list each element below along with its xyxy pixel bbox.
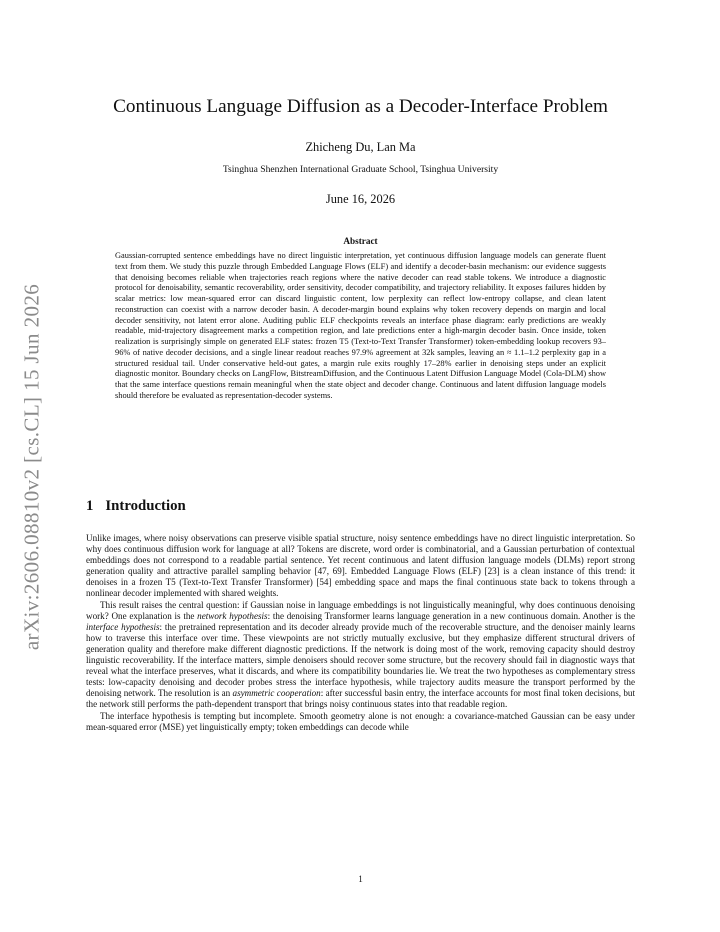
abstract-heading: Abstract (343, 236, 378, 246)
intro-paragraph-1: Unlike images, where noisy observations can preserve visible spatial structure, noisy sentence embeddings have no direct linguistic interpretation. So why does continuous diffusion work for language at all? Tokens are discrete, word order is combinatorial, and a Gaussian perturbation of contextual embeddings does not correspond to a readable partial sentence. Yet recent continuous and latent diffusion language models (DLMs) report strong generation quality and attractive parallel sampling behavior [47, 69]. Embedded Language Flows (ELF) [23] is a clean instance of this trend: it denoises in a frozen T5 (Text-to-Text Transfer Transformer) [54] embedding space and maps the final continuous state back to tokens through a nonlinear decoder implemented with shared weights. (86, 533, 635, 599)
page-number: 1 (358, 874, 363, 884)
intro-paragraph-2 (86, 600, 635, 711)
arxiv-identifier: arXiv:2606.08810v2 [cs.CL] 15 Jun 2026 (19, 283, 44, 651)
introduction-body (86, 533, 635, 733)
paper-title: Continuous Language Diffusion as a Decoder-Interface Problem (113, 96, 608, 117)
arxiv-sidebar (17, 262, 47, 672)
intro-paragraph-3: The interface hypothesis is tempting but incomplete. Smooth geometry alone is not enough: a covariance-matched Gaussian can be easy under mean-squared error (MSE) yet linguistically empty; token embeddings can decode while (86, 710, 635, 732)
paper-date: June 16, 2026 (325, 192, 396, 206)
network-hypothesis-term: network hypothesis (197, 610, 268, 621)
abstract-text: Gaussian-corrupted sentence embeddings have no direct linguistic interpretation, yet continuous diffusion language models can generate fluent text from them. We study this puzzle through Embedded Language Flows (ELF) and identify a decoder-basin mechanism: our evidence suggests that denoising becomes reliable when trajectories reach regions where the native decoder can read stable tokens. We introduce a diagnostic protocol for denoisability, semantic recoverability, order sensitivity, decoder compatibility, and trajectory reliability. It exposes failures hidden by scalar metrics: low mean-squared error can discard linguistic content, low perplexity can reflect low-entropy collapse, and clean latent reconstruction can coexist with a narrow decoder basin. A decoder-margin bound explains why token recovery depends on margin and local decoder sensitivity, not latent error alone. Auditing public ELF checkpoints reveals an interface phase diagram: early predictions are weakly readable, mid-trajectory disagreement marks a competition region, and late predictions enter a high-margin decoder basin. Once inside, token realization is surprisingly simple on generated ELF states: frozen T5 (Text-to-Text Transfer Transformer) token-embedding lookup recovers 93–96% of native decoder decisions, and a single linear readout reaches 97.9% agreement at 32k samples, leaving an ≈ 1.1–1.2 perplexity gap in a structured residual tail. Under conservative held-out gates, a margin rule exits roughly 17–28% earlier in denoising steps under an explicit diagnostic monitor. Boundary checks on LangFlow, BitstreamDiffusion, and the Continuous Latent Diffusion Language Model (Cola-DLM) show that the same interface questions remain meaningful when the state object and decoder change. Continuous and latent diffusion language models should therefore be evaluated as representation-decoder systems. (115, 251, 606, 400)
section-title: Introduction (105, 498, 186, 514)
intro-p2-part-c: : the pretrained representation and its decoder already provide much of the recoverable structure, and the denoiser mainly learns how to traverse this interface over time. These viewpoints are not strictly mutually exclusive, but they emphasize different structural drivers of generation quality and therefore make different diagnostic predictions. If the network is doing most of the work, removing capacity should destroy linguistic recoverability. If the interface matters, simple denoisers should recover some structure, but the recovery should fail in diagnostic ways that reveal what the interface preserves, what it discards, and where its compatibility boundaries lie. We treat the two hypotheses as complementary stress tests: low-capacity denoising and decoder probes stress the interface hypothesis, while trajectory audits measure the transport performed by the denoising network. The resolution is an (86, 621, 635, 699)
interface-hypothesis-term: interface hypothesis (86, 621, 160, 632)
paper-authors: Zhicheng Du, Lan Ma (305, 140, 416, 154)
section-number: 1 (86, 498, 94, 514)
paper-affiliation: Tsinghua Shenzhen International Graduate School, Tsinghua University (222, 164, 499, 175)
intro-p2-part-a: This result raises the central question: if Gaussian noise in language embeddings is not linguistically meaningful, why does continuous denoising work? One explanation is the (86, 599, 635, 621)
asymmetric-cooperation-term: asymmetric cooperation (232, 688, 321, 699)
section-heading (86, 498, 186, 515)
intro-p2-part-d: : after successful basin entry, the interface accounts for most final token decisions, but the network still performs the path-dependent transport that brings noisy continuous states into that readable region. (86, 688, 635, 710)
intro-p2-part-b: : the denoising Transformer learns language generation in a new continuous domain. Another is the (267, 610, 636, 621)
